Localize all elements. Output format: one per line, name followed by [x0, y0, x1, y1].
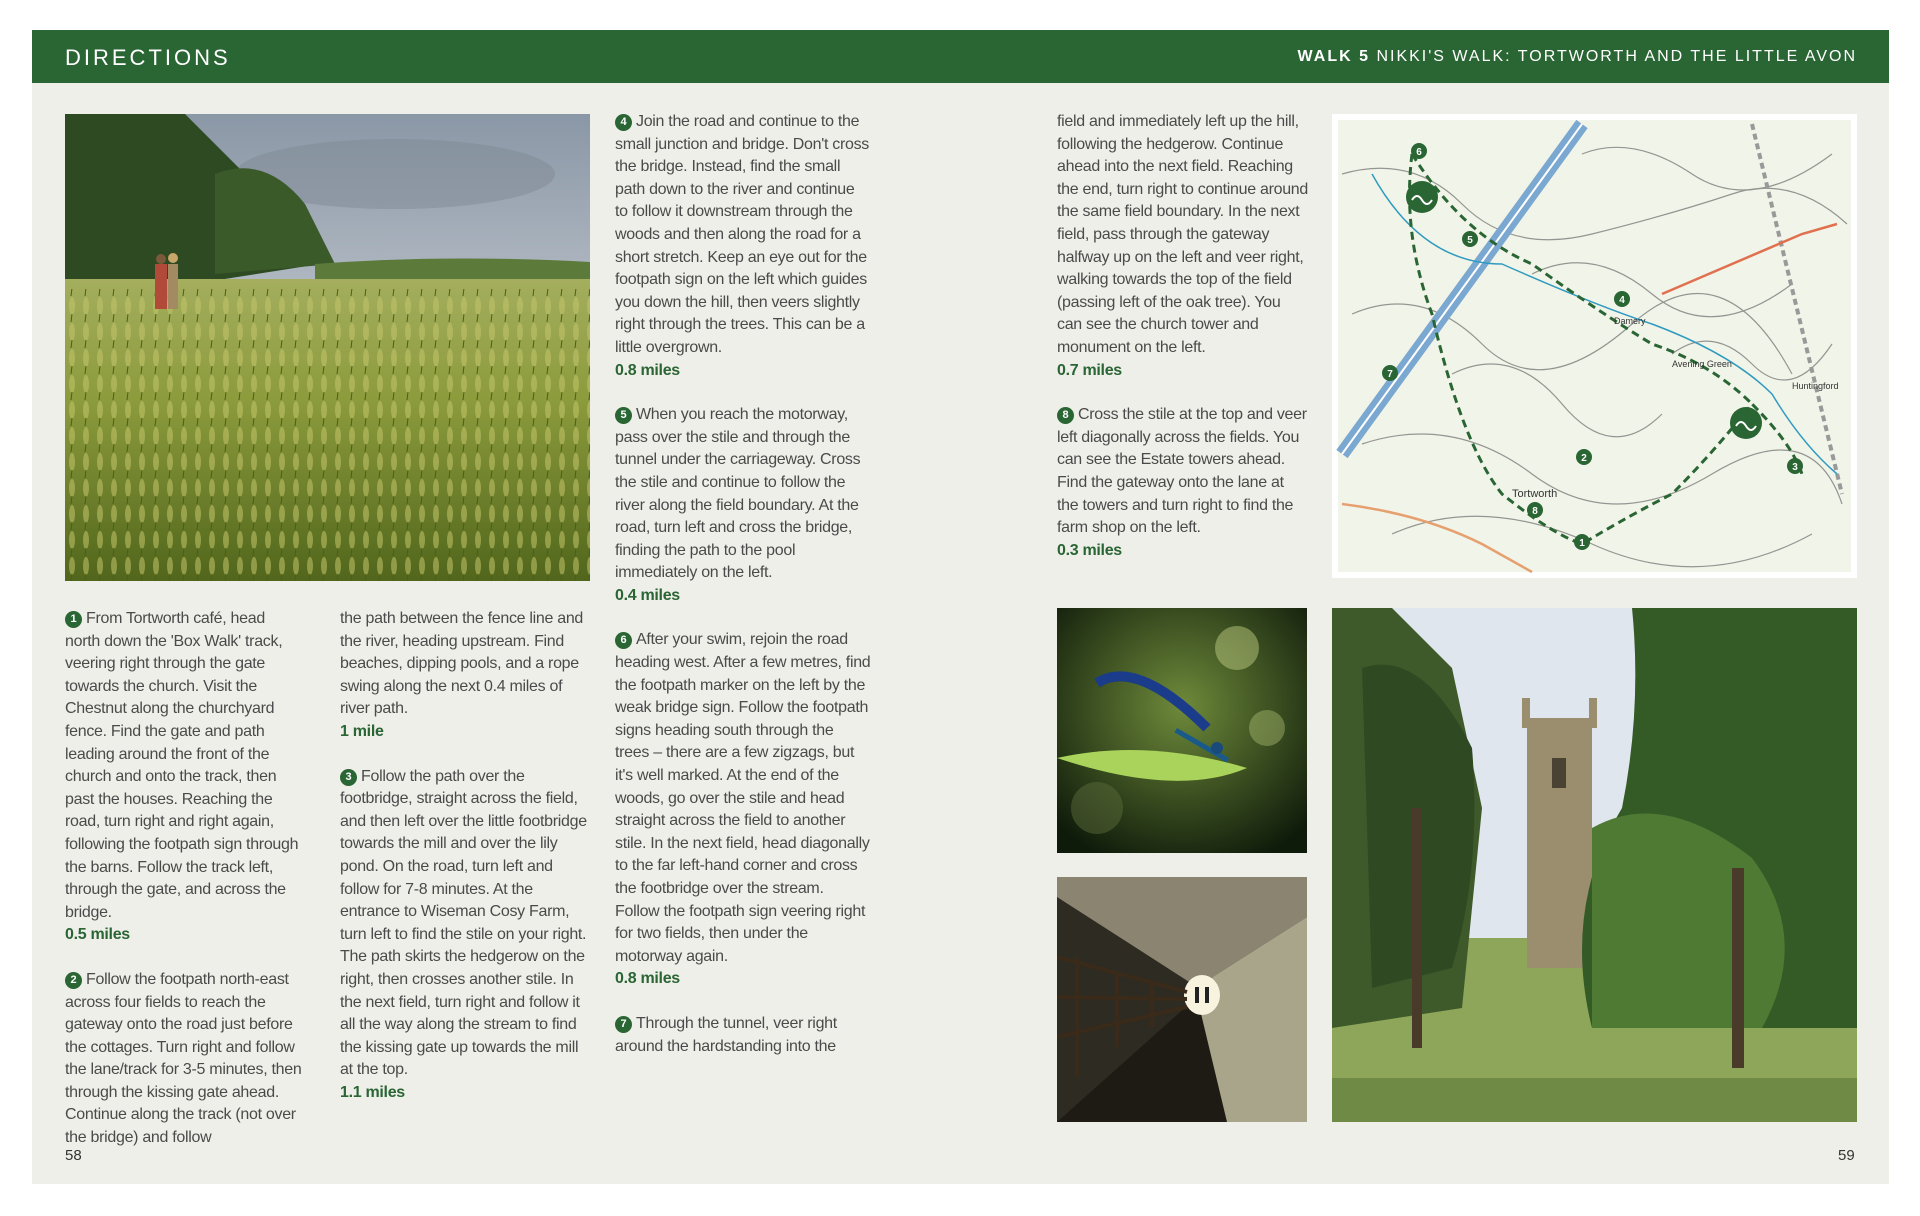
step-number: 5 — [615, 407, 632, 424]
route-map — [1332, 114, 1857, 578]
column-4 — [1057, 111, 1309, 562]
walk-label: WALK 5 — [1297, 48, 1370, 65]
column-3 — [615, 111, 871, 1058]
walk-name: NIKKI'S WALK: TORTWORTH AND THE LITTLE AVON — [1376, 48, 1857, 65]
map-label-damery: Damery — [1614, 316, 1646, 326]
step-number: 6 — [615, 632, 632, 649]
step-7-continued — [1057, 111, 1309, 382]
step-number: 8 — [1057, 407, 1074, 424]
step-number: 2 — [65, 972, 82, 989]
swim-spot-icon — [1406, 181, 1438, 213]
column-2 — [340, 608, 590, 1104]
page-number-right: 59 — [1838, 1147, 1855, 1164]
step-3 — [340, 766, 590, 1105]
section-title: DIRECTIONS — [65, 45, 231, 70]
step-number: 3 — [340, 769, 357, 786]
step-5 — [615, 404, 871, 607]
step-6 — [615, 629, 871, 991]
step-distance: 0.3 miles — [1057, 541, 1122, 559]
map-marker-2: 2 — [1581, 453, 1587, 464]
step-distance: 1 mile — [340, 722, 384, 740]
step-number: 7 — [615, 1016, 632, 1033]
step-4 — [615, 111, 871, 382]
map-label-tortworth: Tortworth — [1512, 488, 1558, 500]
step-distance: 1.1 miles — [340, 1083, 405, 1101]
step-7 — [615, 1013, 871, 1058]
step-text: When you reach the motorway, pass over the stile and through the tunnel under the carriageway. Cross the stile and continue to follow the river along the field boundary. At the road, turn left and cross the bridge, finding the path to the pool immediately on the left. — [615, 406, 861, 582]
step-text: After your swim, rejoin the road heading west. After a few metres, find the footpath marker on the left by the weak bridge sign. Follow the footpath signs heading south through the trees – there are a few zigzags, but it's well marked. At the end of the woods, go over the stile and head straight across the field to another stile. In the next field, head diagonally to the far left-hand corner and cross the footbridge over the stream. Follow the footpath sign veering right for two fields, then under the motorway again. — [615, 631, 871, 965]
map-marker-4: 4 — [1619, 295, 1625, 306]
step-text: Cross the stile at the top and veer left diagonally across the fields. You can see the Estate towers ahead. Find the gateway onto the lane at the towers and turn right to find the farm shop on the left. — [1057, 406, 1307, 537]
step-text: Through the tunnel, veer right around the hardstanding into the — [615, 1014, 837, 1055]
column-1 — [65, 608, 303, 1150]
step-2 — [65, 969, 303, 1150]
step-text: Join the road and continue to the small junction and bridge. Don't cross the bridge. Instead, find the small path down to the river and continue to follow it downstream through the woods and then along the road for a short stretch. Keep an eye out for the footpath sign on the left which guides you down the hill, then veers slightly right through the trees. This can be a little overgrown. — [615, 113, 870, 356]
map-marker-6: 6 — [1416, 147, 1422, 158]
step-2-continued — [340, 608, 590, 744]
step-text: the path between the fence line and the river, heading upstream. Find beaches, dipping pools, and a rope swing along the next 0.4 miles of river path. — [340, 610, 584, 718]
step-text: From Tortworth café, head north down the 'Box Walk' track, veering right through the gate towards the church. Visit the Chestnut along the churchyard fence. Find the gate and path leading around the front of the church and onto the track, then past the houses. Reaching the road, turn right and right again, following the footpath sign through the barns. Follow the track left, through the gate, and across the bridge. — [65, 610, 299, 921]
step-text: Follow the footpath north-east across four fields to reach the gateway onto the road just before the cottages. Turn right and follow the lane/track for 3-5 minutes, then through the kissing gate ahead. Continue along the track (not over the bridge) and follow — [65, 970, 302, 1147]
header-bar — [32, 30, 1889, 83]
map-marker-1: 1 — [1579, 538, 1585, 549]
walk-title — [1298, 48, 1857, 66]
step-distance: 0.8 miles — [615, 970, 680, 988]
step-number: 1 — [65, 611, 82, 628]
step-1 — [65, 608, 303, 947]
page-number-left: 58 — [65, 1147, 82, 1164]
step-text: Follow the path over the footbridge, straight across the field, and then left over the little footbridge towards the mill and over the lily pond. On the road, turn left and follow for 7-8 minutes. At the entrance to Wiseman Cosy Farm, turn left to find the stile on your right. The path skirts the hedgerow on the right, then crosses another stile. In the next field, turn right and follow it all the way along the stream to find the kissing gate up towards the mill at the top. — [340, 767, 587, 1079]
step-distance: 0.7 miles — [1057, 361, 1122, 379]
map-marker-8: 8 — [1532, 506, 1538, 517]
step-distance: 0.5 miles — [65, 926, 130, 944]
tunnel-photo — [1057, 877, 1307, 1122]
swim-spot-icon — [1730, 407, 1762, 439]
map-marker-7: 7 — [1387, 369, 1393, 380]
church-photo — [1332, 608, 1857, 1122]
damselfly-photo — [1057, 608, 1307, 853]
map-marker-3: 3 — [1792, 462, 1798, 473]
step-8 — [1057, 404, 1309, 562]
map-marker-5: 5 — [1467, 235, 1473, 246]
step-number: 4 — [615, 114, 632, 131]
map-label-huntingford: Huntingford — [1792, 381, 1839, 391]
wheat-field-photo — [65, 114, 590, 581]
map-label-avening-green: Avening Green — [1672, 359, 1732, 369]
step-text: field and immediately left up the hill, following the hedgerow. Continue ahead into the next field. Reaching the end, turn right to continue around the same field boundary. In the next field, pass through the gateway halfway up on the left and veer right, walking towards the top of the field (passing left of the oak tree). You can see the church tower and monument on the left. — [1057, 113, 1309, 356]
step-distance: 0.8 miles — [615, 361, 680, 379]
step-distance: 0.4 miles — [615, 586, 680, 604]
